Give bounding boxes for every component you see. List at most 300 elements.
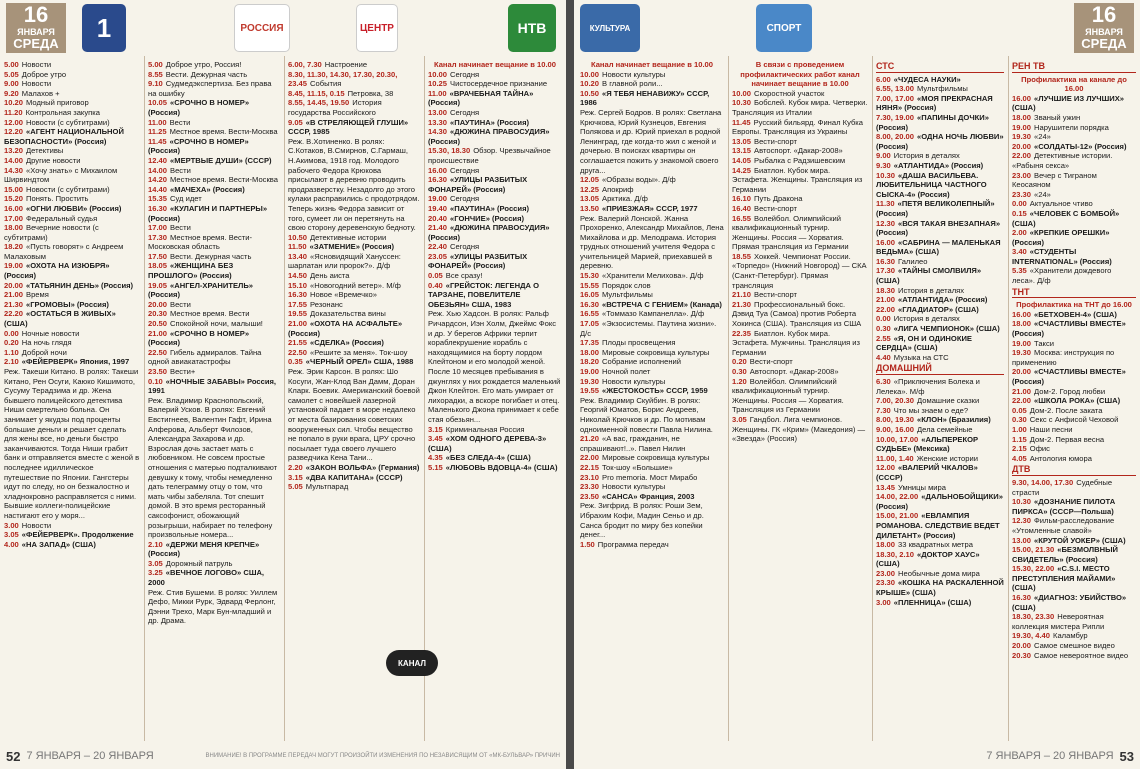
program-item <box>148 252 280 262</box>
program-title: Автоспорт. «Дакар-2008» <box>754 146 843 156</box>
program-item <box>1012 415 1136 425</box>
date-range-right: 7 ЯНВАРЯ – 20 ЯНВАРЯ <box>986 750 1114 762</box>
program-title: История в деталях <box>893 314 960 324</box>
program-title: Вести+ <box>170 367 196 376</box>
program-item <box>732 252 868 290</box>
program-time: 18.30 <box>876 285 896 295</box>
program-item <box>428 118 562 128</box>
program-time: 20.00 <box>1012 141 1032 151</box>
program-item <box>428 242 562 252</box>
program-title: «Решите за меня». Ток-шоу <box>310 347 408 357</box>
program-title: «В СТРЕЛЯЮЩЕЙ ГЛУШИ» СССР, 1985 <box>288 117 409 137</box>
program-title: «КЛОН» (Бразилия) <box>917 415 991 425</box>
program-time: 10.25 <box>428 79 448 89</box>
program-title: «ДОЗНАНИЕ ПИЛОТА ПИРКСА» (СССР—Польша) <box>1012 497 1116 516</box>
program-item <box>732 300 868 329</box>
program-item <box>1012 339 1136 349</box>
program-item <box>4 156 140 166</box>
program-title: «ФЕЙЕРВЕРК». Продолжение <box>21 530 134 540</box>
program-time: 22.35 <box>732 328 752 338</box>
program-title: Мировые сокровища культуры <box>602 347 710 357</box>
program-time: 3.45 <box>428 434 443 444</box>
program-item <box>288 300 420 310</box>
program-title: «КРЕПКИЕ ОРЕШКИ» (Россия) <box>1012 228 1110 247</box>
weekday: СРЕДА <box>13 36 59 51</box>
program-time: 0.30 <box>732 367 747 376</box>
footer-right <box>574 743 1140 769</box>
program-time: 15.20 <box>4 194 24 204</box>
program-time: 17.50 <box>148 251 168 261</box>
program-time: 8.55 <box>148 69 163 79</box>
program-item <box>580 357 724 367</box>
program-title: «ДЕРЖИ МЕНЯ КРЕПЧЕ» (Россия) <box>148 539 260 559</box>
program-time: 16.30 <box>428 175 448 185</box>
program-title: Секс с Анфисой Чеховой <box>1029 415 1119 425</box>
program-item <box>1012 651 1136 661</box>
program-title: «ВСЯ ТАКАЯ ВНЕЗАПНАЯ» (Россия) <box>876 218 1001 238</box>
program-title: «Ясновидящий Хануссен: шарлатан или пророк?». Д/ф <box>288 251 401 271</box>
program-item <box>876 151 1004 161</box>
program-title: Вести-спорт <box>754 136 798 146</box>
program-time: 13.00 <box>1012 535 1032 545</box>
program-item <box>428 309 562 424</box>
program-time: 12.00 <box>876 463 896 473</box>
program-time: 17.30 <box>148 232 168 242</box>
program-item <box>580 463 724 473</box>
program-time: 1.15 <box>1012 434 1027 444</box>
program-item <box>148 300 280 310</box>
program-item <box>876 435 1004 454</box>
program-time: 0.05 <box>428 271 443 281</box>
date-month: ЯНВАРЯ <box>17 27 55 37</box>
program-time: 1.10 <box>4 347 19 357</box>
program-item <box>580 185 724 195</box>
program-item <box>580 348 724 358</box>
program-item <box>876 305 1004 315</box>
program-title: Биатлон. Кубок мира. Эстафета. Женщины. Трансляция из Германии <box>732 165 863 194</box>
program-title: «ДАЛЬНОБОЙЩИКИ» (Россия) <box>876 492 1003 511</box>
program-title: «СРОЧНО В НОМЕР» (Россия) <box>148 98 250 117</box>
program-time: 17.30 <box>876 266 896 276</box>
program-item <box>4 281 140 291</box>
program-title: Автоспорт. «Дакар-2008» <box>749 367 839 376</box>
program-title: Доброй ночи <box>21 347 67 357</box>
program-time: 16.00 <box>4 203 24 213</box>
program-time: 23.00 <box>1012 170 1032 180</box>
program-time: 9.05 <box>288 117 303 127</box>
program-time: 15.55 <box>580 280 600 290</box>
program-item <box>1012 593 1136 612</box>
program-title: Гандбол. Лига чемпионов. Женщины. ГК «Крим» (Македония) — «Звезда» (Россия) <box>732 414 866 444</box>
program-item <box>4 242 140 261</box>
program-time: 19.30, 4.40 <box>1012 631 1051 641</box>
program-time: 14.25 <box>732 165 752 175</box>
program-item <box>876 492 1004 511</box>
program-time: 12.40 <box>148 155 168 165</box>
right-page <box>574 0 1140 769</box>
program-time: 10.00 <box>580 69 600 79</box>
program-title: Реж. Стив Бушеми. В ролях: Уиллем Дефо, Микки Рурк, Эдвард Ферлонг, Дэнни Трехо, Марк Бун-младший и др. Драма. <box>148 587 278 626</box>
program-item <box>580 377 724 387</box>
program-item <box>288 348 420 358</box>
program-item <box>876 266 1004 285</box>
program-title: Вести-спорт <box>749 357 793 367</box>
program-item <box>580 338 724 348</box>
program-item <box>1012 454 1136 464</box>
program-title: Женские истории <box>916 453 978 463</box>
program-item <box>148 367 280 377</box>
program-item <box>732 98 868 117</box>
program-item <box>732 290 868 300</box>
program-item <box>732 377 868 415</box>
program-title: Федеральный судья <box>26 213 98 223</box>
weekday-right: СРЕДА <box>1081 36 1127 51</box>
program-item <box>4 338 140 348</box>
program-time: 14.40 <box>148 184 168 194</box>
program-title: Новости культуры <box>602 482 666 492</box>
program-item <box>4 329 140 339</box>
program-time: 0.30 <box>1012 415 1027 425</box>
program-time: 21.00 <box>4 290 24 300</box>
program-time: 5.15 <box>428 462 443 472</box>
program-title: Обзор. Чрезвычайное происшествие <box>428 146 551 165</box>
program-item <box>428 271 562 281</box>
program-title: «САБРИНА — МАЛЕНЬКАЯ ВЕДЬМА» (США) <box>876 237 1001 257</box>
program-time: 0.40 <box>428 280 443 290</box>
channel-notice: Канал начинает вещание в 10.00 <box>433 60 557 69</box>
program-item <box>288 242 420 252</box>
program-title: Необычные дома мира <box>898 568 980 578</box>
program-item <box>580 290 724 300</box>
program-time: 2.20 <box>288 462 303 472</box>
program-title: Новости <box>21 60 52 69</box>
program-time: 15.10 <box>288 280 308 290</box>
program-title: «БЕЗ СЛЕДА-4» (США) <box>445 453 531 463</box>
program-title: «НА ЗАПАД» (США) <box>21 539 96 549</box>
program-time: 22.00 <box>876 304 896 314</box>
program-title: «ХОМ ОДНОГО ДЕРЕВА-3» (США) <box>428 434 547 453</box>
program-item <box>876 550 1004 569</box>
program-item <box>732 156 868 166</box>
program-item <box>876 425 1004 435</box>
program-item <box>1012 228 1136 247</box>
program-title: Сегодня <box>450 165 480 175</box>
program-time: 16.30 <box>580 299 600 309</box>
program-time: 19.30 <box>580 376 600 386</box>
program-time: 9.30, 14.00, 17.30 <box>1012 477 1074 487</box>
program-item <box>732 415 868 444</box>
program-item <box>1012 199 1136 209</box>
program-title: Настроение <box>324 60 368 69</box>
program-time: 17.55 <box>288 299 308 309</box>
program-item <box>580 319 724 338</box>
program-title: Сегодня <box>450 242 480 252</box>
program-time: 3.00 <box>876 597 891 607</box>
program-item <box>4 194 140 204</box>
program-time: 16.40 <box>732 203 752 213</box>
program-title: Новости (с субтитрами) <box>26 117 110 127</box>
program-time: 10.00 <box>732 88 752 98</box>
program-title: Судебные страсти <box>1012 477 1113 497</box>
program-title: Другие новости <box>26 155 81 165</box>
program-time: 7.00, 17.00 <box>876 93 915 103</box>
program-time: 23.30 <box>1012 189 1032 199</box>
program-time: 19.00 <box>4 261 24 271</box>
program-time: 0.20 <box>732 357 747 367</box>
program-title: Реж. Такеши Китано. В ролях: Такеши Китано, Рен Осуги, Каюко Кишимото, Сусуму Терадзима и др. Жена бывшего полицейского детектива Ниши смертельно больна. Он занимает у якудзы под проценты большие деньги и решает сделать для жены все, но деньги быстро заканчиваются. Тогда Ниши грабит банк и отправляется вместе с женой в последнее идиллическое путешествие по Японии. Гангстеры идут по следу, но он безжалостно и хладнокровно расправляется с ними. Бывшие коллеги-полицейские настигают его у моря... <box>4 367 140 520</box>
program-title: Доказательства вины <box>310 309 386 319</box>
program-item <box>580 540 724 550</box>
program-item <box>1012 348 1136 367</box>
program-title: Каламбур <box>1053 631 1088 641</box>
program-item <box>148 261 280 280</box>
program-time: 5.05 <box>4 69 19 79</box>
program-title: Вести <box>170 165 191 175</box>
channel-section-title: ДТВ <box>1012 465 1136 476</box>
program-time: 12.20 <box>4 127 24 137</box>
program-title: Вести <box>170 223 191 233</box>
program-time: 11.50 <box>288 242 307 252</box>
program-item <box>288 367 420 463</box>
program-item <box>1012 209 1136 228</box>
program-item <box>732 146 868 156</box>
program-time: 21.00 <box>148 328 168 338</box>
program-item <box>1012 564 1136 593</box>
program-item <box>580 367 724 377</box>
program-time: 16.30 <box>1012 593 1032 603</box>
program-title: Новости <box>21 520 52 530</box>
program-title: Малахов + <box>21 88 60 98</box>
program-title: «БЕТХОВЕН-4» (США) <box>1034 309 1117 319</box>
program-title: Реж. Хью Хадсон. В ролях: Ральф Ричардсон, Иэн Холм, Джеймс Фокс и др. У берегов Африки терпит кораблекрушение корабль с находящимися на борту лордом Клейтоном и его молодой женой. После 10 месяцев пребывания в джунглях у них рождается маленький Джон Клейтон. Его мать умирает от лихорадки, а вскоре погибает и отец. Маленького Джона принимает к себе стая обезьян... <box>428 309 561 424</box>
program-title: «МОЯ ПРЕКРАСНАЯ НЯНЯ» (Россия) <box>876 93 993 113</box>
program-time: 18.30, 2.10 <box>876 549 915 559</box>
program-time: 19.05 <box>148 280 168 290</box>
program-title: «НОЧНЫЕ ЗАБАВЫ» Россия, 1991 <box>148 376 277 396</box>
program-time: 5.00 <box>4 60 19 69</box>
date-month-right: ЯНВАРЯ <box>1085 27 1123 37</box>
schedule-column-rentv <box>1012 60 1138 741</box>
program-title: Путь Дракона <box>754 194 803 204</box>
program-item <box>1012 406 1136 416</box>
program-item <box>876 578 1004 597</box>
program-title: Галилео <box>898 256 928 266</box>
program-item <box>876 511 1004 540</box>
program-title: Самое невероятное видео <box>1034 650 1129 660</box>
program-time: 0.05 <box>1012 405 1027 415</box>
program-title: «ЗАТМЕНИЕ» (Россия) <box>309 242 395 252</box>
program-item <box>428 214 562 224</box>
program-item <box>428 175 562 194</box>
program-time: 14.50 <box>288 271 308 281</box>
program-title: «ДИАГНОЗ: УБИЙСТВО» (США) <box>1012 593 1127 612</box>
program-time: 6.00 <box>876 74 891 84</box>
program-item <box>288 473 420 483</box>
program-time: 14.30 <box>4 165 24 175</box>
program-time: 13.15 <box>732 146 752 156</box>
program-title: Новости (с субтитрами) <box>26 184 110 194</box>
program-title: «ЖЕСТОКОСТЬ» СССР, 1959 <box>602 386 708 396</box>
program-time: 11.00, 1.40 <box>876 453 914 463</box>
program-item <box>876 569 1004 579</box>
program-item <box>580 194 724 204</box>
program-title: «МАЧЕХА» (Россия) <box>170 184 245 194</box>
program-title: «ЧУДЕСА НАУКИ» <box>893 74 961 84</box>
program-item <box>288 290 420 300</box>
program-title: «ЕВЛАМПИЯ РОМАНОВА. СЛЕДСТВИЕ ВЕДЕТ ДИЛЕТАНТ» (Россия) <box>876 511 1000 540</box>
program-time: 4.40 <box>876 352 891 362</box>
program-item <box>148 166 280 176</box>
program-item <box>148 588 280 626</box>
program-item <box>580 473 724 483</box>
program-item <box>4 79 140 89</box>
program-time: 8.45, 11.15, 0.15 <box>288 88 345 98</box>
program-item <box>288 281 420 291</box>
program-item <box>4 223 140 242</box>
program-time: 16.10 <box>732 194 752 204</box>
program-time: 16.00 <box>876 237 896 247</box>
program-item <box>428 79 562 89</box>
program-title: «ТАТЬЯНИН ДЕНЬ» (Россия) <box>26 280 134 290</box>
program-time: 21.30 <box>732 299 752 309</box>
program-title: «ГОНЧИЕ» (Россия) <box>450 213 525 223</box>
program-item <box>4 60 140 70</box>
program-time: 5.00 <box>148 60 163 69</box>
program-title: «САНСА» Франция, 2003 <box>602 491 695 501</box>
program-item <box>148 223 280 233</box>
channel-notice: Профилактика на ТНТ до 16.00 <box>1016 300 1132 310</box>
program-item <box>580 501 724 539</box>
program-title: «ПЕТЯ ВЕЛИКОЛЕПНЫЙ» (Россия) <box>876 199 995 218</box>
program-title: Ночные новости <box>21 328 80 338</box>
program-time: 5.35 <box>1012 266 1027 276</box>
program-title: «Хранители Мелихова». Д/ф <box>602 271 704 281</box>
program-time: 17.00 <box>4 213 24 223</box>
program-title: Бобслей. Кубок мира. Четверки. Трансляция из Италии <box>732 98 868 117</box>
program-item <box>1012 435 1136 445</box>
program-item <box>148 127 280 137</box>
program-title: Плоды просвещения <box>602 338 676 348</box>
program-item <box>4 309 140 328</box>
program-item <box>1012 310 1136 320</box>
program-item <box>1012 612 1136 631</box>
program-title: Реж. Владимир Скуйбин. В ролях: Георгий Юматов, Борис Андреев, Николай Крючков и др. По мотивам одноименной повести Павла Нилина. <box>580 395 713 434</box>
program-title: «ГРОМОВЫ» (Россия) <box>26 299 109 309</box>
program-time: 11.30 <box>876 199 895 209</box>
program-title: Понять. Простить <box>26 194 89 204</box>
program-time: 0.00 <box>1012 199 1027 209</box>
program-item <box>288 309 420 319</box>
program-time: 9.30 <box>876 160 891 170</box>
program-time: 9.10 <box>148 79 163 89</box>
program-time: 7.00, 20.30 <box>876 396 915 406</box>
program-item <box>4 521 140 531</box>
program-title: «ДЮЖИНА ПРАВОСУДИЯ» (Россия) <box>428 223 550 242</box>
program-item <box>4 70 140 80</box>
program-time: 8.55, 14.45, 19.50 <box>288 98 350 108</box>
program-time: 20.00 <box>4 280 24 290</box>
channel-notice: Профилактика на канале до 16.00 <box>1021 74 1127 94</box>
program-title: «ОХОТА НА ИЗЮБРЯ» (Россия) <box>4 261 110 281</box>
program-title: «ЛИГА ЧЕМПИОНОК» (США) <box>893 324 1000 334</box>
program-time: 0.15 <box>1012 208 1027 218</box>
program-time: 20.40 <box>428 213 448 223</box>
program-title: «СДЕЛКА» (Россия) <box>310 338 384 348</box>
program-time: 18.00 <box>580 347 600 357</box>
program-time: 10.00, 17.00 <box>876 434 919 444</box>
program-title: «Томмазо Кампанелла». Д/ф <box>602 309 705 319</box>
program-time: 21.10 <box>732 290 752 300</box>
program-time: 12.30 <box>876 218 896 228</box>
program-item <box>4 348 140 358</box>
program-title: «ПЛЕННИЦА» (США) <box>893 597 972 607</box>
program-time: 15.30 <box>580 271 600 281</box>
program-title: «Пусть говорят» с Андреем Малаховым <box>4 242 124 261</box>
program-time: 9.20 <box>4 88 19 98</box>
program-item <box>732 194 868 204</box>
channel-ntv-logo: НТВ <box>508 4 556 52</box>
footer-left <box>0 743 566 769</box>
program-item <box>732 137 868 147</box>
program-title: Дом-2. Первая весна <box>1029 434 1105 444</box>
program-title: Мультфильмы <box>602 290 653 300</box>
program-time: 21.20 <box>580 434 600 444</box>
program-item <box>876 483 1004 493</box>
program-time: 3.40 <box>1012 247 1027 257</box>
program-time: 21.00 <box>288 319 308 329</box>
program-title: «СТУДЕНТЫ INTERNATIONAL» (Россия) <box>1012 247 1112 266</box>
program-item <box>288 357 420 367</box>
program-item <box>876 353 1004 363</box>
program-title: Вести-спорт <box>754 290 798 300</box>
program-time: 16.55 <box>580 309 600 319</box>
program-title: Местное время. Вести-Москва <box>169 127 278 137</box>
program-title: Программа передач <box>597 539 669 549</box>
program-title: «А вас, гражданин, не спрашивают!..». Павел Нилин <box>580 434 686 453</box>
program-title: Вести-спорт <box>754 203 798 213</box>
program-title: Резонанс <box>310 299 343 309</box>
program-time: 10.30 <box>732 98 752 108</box>
program-item <box>288 98 420 117</box>
program-title: «ВАЛЕРИЙ ЧКАЛОВ» (СССР) <box>876 463 978 482</box>
program-time: 15.35 <box>148 194 168 204</box>
program-title: «ДОКТОР ХАУС» (США) <box>876 549 980 569</box>
program-title: Сегодня <box>450 107 480 117</box>
program-item <box>428 70 562 80</box>
program-time: 19.00 <box>1012 122 1032 132</box>
program-title: Домашние сказки <box>917 396 980 406</box>
program-item <box>428 89 562 108</box>
program-title: Рыбалка с Радзишевским <box>754 155 846 165</box>
program-title: Дела семейные <box>917 424 973 434</box>
program-item <box>288 137 420 233</box>
program-item <box>148 377 280 396</box>
program-title: Вести <box>169 117 191 127</box>
program-time: 22.50 <box>288 347 308 357</box>
program-title: История государства Российского <box>288 98 382 117</box>
program-title: Гибель адмиралов. Тайна одной авиакатастрофы <box>148 347 262 367</box>
program-title: Реж. В.Хотиненко. В ролях: С.Котаков, В.Смирнов, С.Гармаш, Н.Акимова, 1918 год. Молодого рабочего Федора Крюкова присылают в деревню проводить продразверстку. Незадолго до этого кулаки расправились с продотрядом. Теперь жизнь Федора зависит от того, сумеет ли он перетянуть на свою сторону деревенскую бедноту. <box>288 136 420 233</box>
program-item <box>876 171 1004 200</box>
program-item <box>148 281 280 300</box>
program-item <box>148 204 280 223</box>
program-time: 2.15 <box>1012 444 1027 454</box>
program-item <box>876 286 1004 296</box>
program-time: 18.55 <box>732 251 752 261</box>
program-title: Профессиональный бокс. Дэвид Туа (Самоа) против Роберта Хокинса (США). Трансляция из США <box>732 299 862 329</box>
schedule-column-kultura <box>580 60 726 741</box>
program-item <box>1012 113 1136 123</box>
